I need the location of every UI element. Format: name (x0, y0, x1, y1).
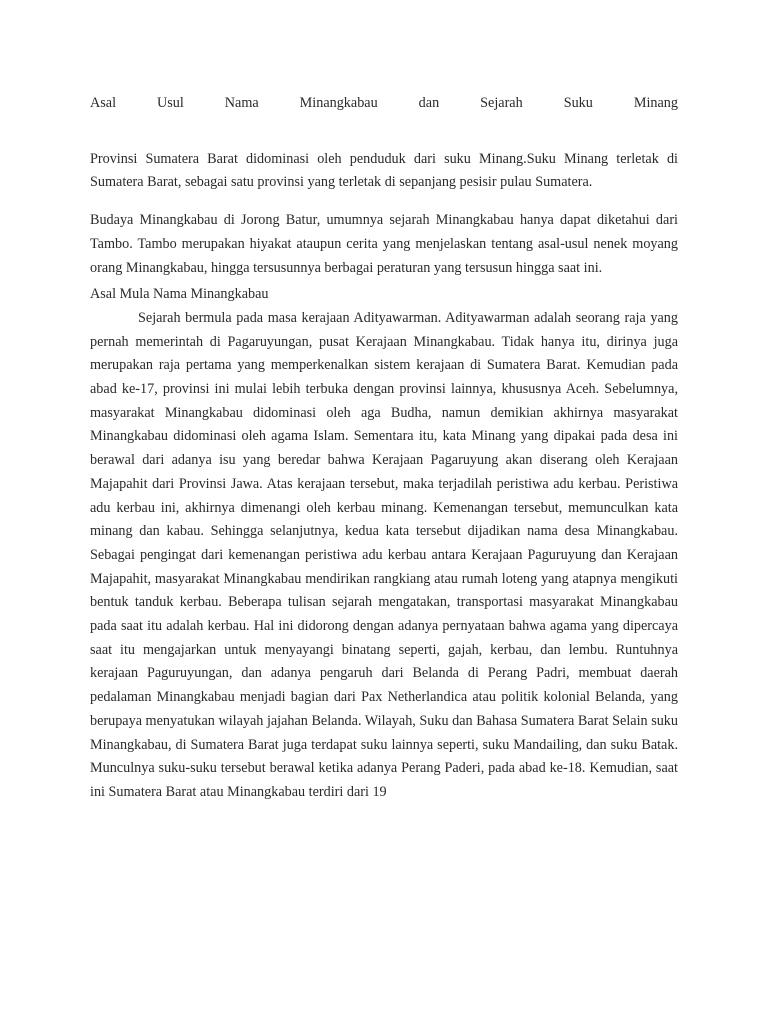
section-heading: Asal Mula Nama Minangkabau (90, 286, 269, 303)
title-word: Nama (224, 95, 259, 111)
title-word: Minangkabau (299, 95, 378, 111)
title-word: Usul (157, 95, 184, 111)
title-word: Asal (90, 95, 117, 111)
title-word: Sejarah (480, 95, 523, 111)
paragraph-intro: Provinsi Sumatera Barat didominasi oleh penduduk dari suku Minang.Suku Minang terletak di Sumatera Barat, sebagai satu provinsi yang terletak di sepanjang pesisir pulau Sumatera. (90, 150, 678, 191)
document-title (90, 92, 678, 116)
paragraph-tambo: Budaya Minangkabau di Jorong Batur, umumnya sejarah Minangkabau hanya dapat diketahui dari Tambo. Tambo merupakan hiyakat ataupun cerita yang menjelaskan tentang asal-usul nenek moyang orang Minangkabau, hingga tersusunnya berbagai peraturan yang tersusun hingga saat ini. (90, 212, 678, 276)
title-word: Minang (633, 95, 678, 111)
title-word: Suku (563, 95, 593, 111)
document-page (90, 92, 678, 805)
title-word: dan (418, 95, 440, 111)
paragraph-history: Sejarah bermula pada masa kerajaan Adityawarman. Adityawarman adalah seorang raja yang pernah memerintah di Pagaruyungan, pusat Kerajaan Minangkabau. Tidak hanya itu, dirinya juga merupakan raja pertama yang memperkenalkan sistem kerajaan di Sumatera Barat. Kemudian pada abad ke-17, provinsi ini mulai lebih terbuka dengan provinsi lainnya, khususnya Aceh. Sebelumnya, masyarakat Minangkabau didominasi oleh aga Budha, namun demikian akhirnya masyarakat Minangkabau didominasi oleh agama Islam. Sementara itu, kata Minang yang dipakai pada desa ini berawal dari adanya isu yang beredar bahwa Kerajaan Pagaruyung akan diserang oleh Kerajaan Majapahit dari Provinsi Jawa. Atas kerajaan tersebut, maka terjadilah peristiwa adu kerbau. Peristiwa adu kerbau ini, akhirnya dimenangi oleh kerbau minang. Kemenangan tersebut, memunculkan kata minang dan kabau. Sehingga selanjutnya, kedua kata tersebut dijadikan nama desa Minangkabau. Sebagai pengingat dari kemenangan peristiwa adu kerbau antara Kerajaan Paguruyung dan Kerajaan Majapahit, masyarakat Minangkabau mendirikan rangkiang atau rumah loteng yang atapnya mengikuti bentuk tanduk kerbau. Beberapa tulisan sejarah mengatakan, transportasi masyarakat Minangkabau pada saat itu adalah kerbau. Hal ini didorong dengan adanya pernyataan bahwa agama yang dipercaya saat itu mengajarkan untuk menyayangi binatang seperti, gajah, kerbau, dan lembu. Runtuhnya kerajaan Paguruyungan, dan adanya pengaruh dari Belanda di Perang Padri, membuat daerah pedalaman Minangkabau menjadi bagian dari Pax Netherlandica atau politik kolonial Belanda, yang berupaya menyatukan wilayah jajahan Belanda. Wilayah, Suku dan Bahasa Sumatera Barat Selain suku Minangkabau, di Sumatera Barat juga terdapat suku lainnya seperti, suku Mandailing, dan suku Batak. Munculnya suku-suku tersebut berawal ketika adanya Perang Paderi, pada abad ke-18. Kemudian, saat ini Sumatera Barat atau Minangkabau terdiri dari 19 (90, 309, 678, 800)
